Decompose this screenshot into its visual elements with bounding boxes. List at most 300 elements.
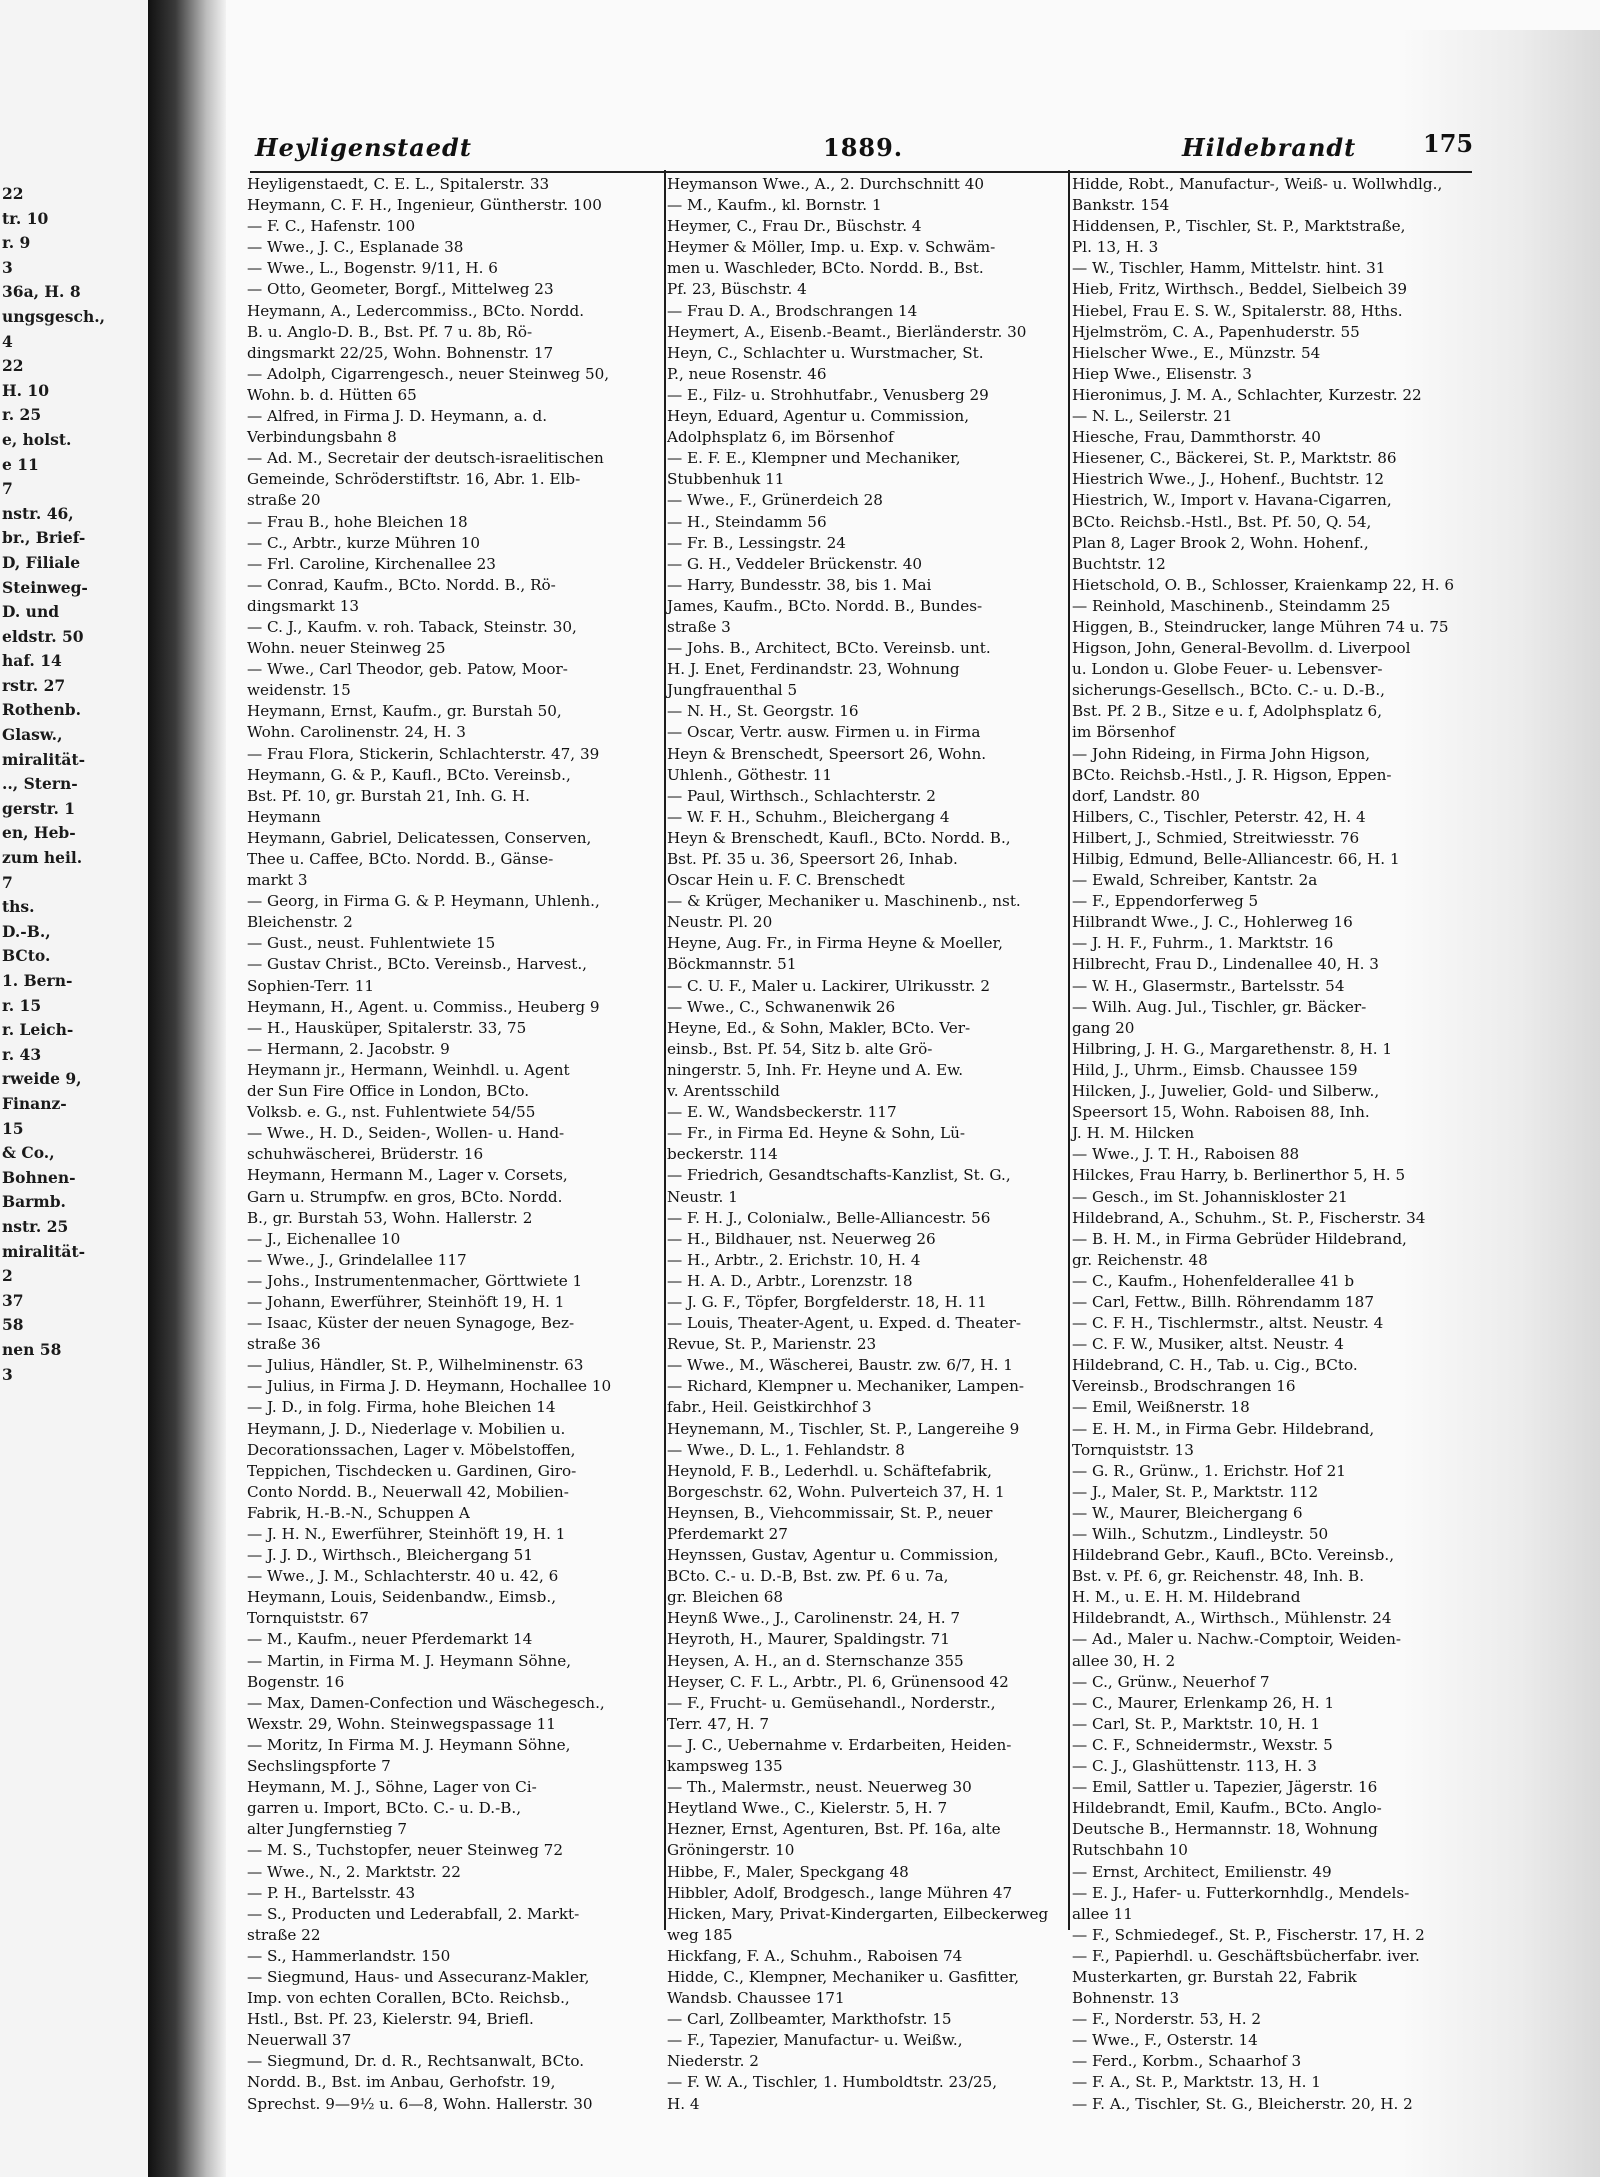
directory-entry-line: — Ad. M., Secretair der deutsch-israelitischen <box>247 449 604 468</box>
directory-entry-line: — Wwe., H. D., Seiden-, Wollen- u. Hand- <box>247 1124 565 1143</box>
directory-entry-line: — F., Frucht- u. Gemüsehandl., Norderstr., <box>667 1693 996 1712</box>
directory-entry-line: — Paul, Wirthsch., Schlachterstr. 2 <box>667 786 936 805</box>
directory-entry-line: Bst. Pf. 35 u. 36, Speersort 26, Inhab. <box>667 850 958 868</box>
directory-entry-line: — Conrad, Kaufm., BCto. Nordd. B., Rö- <box>247 575 556 594</box>
directory-entry-line: Hietschold, O. B., Schlosser, Kraienkamp 22, H. 6 <box>1072 575 1455 594</box>
directory-entry-line: gr. Reichenstr. 48 <box>1072 1250 1208 1269</box>
directory-entry-line: — M. S., Tuchstopfer, neuer Steinweg 72 <box>247 1841 564 1860</box>
directory-entry-line: — C., Arbtr., kurze Mühren 10 <box>247 533 481 552</box>
directory-entry-line: Heymer & Möller, Imp. u. Exp. v. Schwäm- <box>667 238 996 257</box>
directory-entry-line: straße 36 <box>247 1335 321 1354</box>
directory-column-3 <box>1072 174 1476 2113</box>
directory-entry-line: beckerstr. 114 <box>667 1145 778 1164</box>
directory-entry-line: Deutsche B., Hermannstr. 18, Wohnung <box>1072 1820 1378 1839</box>
directory-entry-line: — Wwe., J. M., Schlachterstr. 40 u. 42, 6 <box>247 1567 559 1586</box>
directory-entry-line: — Ewald, Schreiber, Kantstr. 2a <box>1072 871 1318 890</box>
directory-entry-line: Hildebrandt, Emil, Kaufm., BCto. Anglo- <box>1072 1799 1382 1818</box>
directory-entry-line: Neustr. Pl. 20 <box>667 913 773 932</box>
directory-entry-line: — Martin, in Firma M. J. Heymann Söhne, <box>247 1651 572 1670</box>
directory-entry-line: Decorationssachen, Lager v. Möbelstoffen, <box>247 1440 576 1459</box>
directory-entry-line: Adolphsplatz 6, im Börsenhof <box>667 428 894 447</box>
directory-entry-line: v. Arentsschild <box>667 1082 780 1101</box>
directory-entry-line: — F. H. J., Colonialw., Belle-Alliancestr. 56 <box>667 1208 991 1227</box>
directory-entry-line: Heymann, Louis, Seidenbandw., Eimsb., <box>247 1588 557 1607</box>
left-page-line: BCto. <box>2 946 51 966</box>
directory-entry-line: straße 22 <box>247 1925 321 1944</box>
left-page-line: rweide 9, <box>2 1069 82 1089</box>
directory-entry-line: — Georg, in Firma G. & P. Heymann, Uhlenh., <box>247 892 600 911</box>
directory-entry-line: Hildebrandt, A., Wirthsch., Mühlenstr. 24 <box>1072 1609 1392 1628</box>
directory-entry-line: — H. A. D., Arbtr., Lorenzstr. 18 <box>667 1271 913 1290</box>
directory-entry-line: H. 4 <box>667 2094 700 2113</box>
directory-entry-line: — M., Kaufm., neuer Pferdemarkt 14 <box>247 1630 533 1649</box>
left-page-line: .., Stern- <box>2 774 78 794</box>
directory-entry-line: — Gustav Christ., BCto. Vereinsb., Harvest., <box>247 955 588 974</box>
left-page-text-column <box>2 182 142 1387</box>
directory-entry-line: — Hermann, 2. Jacobstr. 9 <box>247 1039 450 1058</box>
directory-entry-line: Heymann, A., Ledercommiss., BCto. Nordd. <box>247 301 585 320</box>
directory-entry-line: — Isaac, Küster der neuen Synagoge, Bez- <box>247 1314 575 1333</box>
left-page-line: 7 <box>2 479 13 499</box>
directory-entry-line: — H., Bildhauer, nst. Neuerweg 26 <box>667 1229 936 1248</box>
header-year: 1889. <box>823 133 904 162</box>
directory-entry-line: Hiesener, C., Bäckerei, St. P., Marktstr. 86 <box>1072 449 1397 468</box>
directory-entry-line: — Johs. B., Architect, BCto. Vereinsb. unt. <box>667 639 991 658</box>
directory-entry-line: — Frl. Caroline, Kirchenallee 23 <box>247 554 496 573</box>
directory-entry-line: — Richard, Klempner u. Mechaniker, Lampen- <box>667 1377 1025 1396</box>
directory-entry-line: Heysen, A. H., an d. Sternschanze 355 <box>667 1651 964 1670</box>
directory-entry-line: ningerstr. 5, Inh. Fr. Heyne und A. Ew. <box>667 1060 964 1079</box>
left-page-line: 22 <box>2 356 24 376</box>
directory-entry-line: — Wwe., F., Grünerdeich 28 <box>667 491 883 510</box>
directory-entry-line: Bohnenstr. 13 <box>1072 1989 1180 2008</box>
directory-entry-line: P., neue Rosenstr. 46 <box>667 364 827 383</box>
left-page-line: Barmb. <box>2 1192 66 1212</box>
page-number: 175 <box>1423 129 1474 158</box>
directory-entry-line: Terr. 47, H. 7 <box>667 1714 769 1733</box>
directory-entry-line: Hiddensen, P., Tischler, St. P., Marktstraße, <box>1072 217 1406 236</box>
directory-entry-line: Hieb, Fritz, Wirthsch., Beddel, Sielbeich 39 <box>1072 280 1407 299</box>
directory-entry-line: — Ferd., Korbm., Schaarhof 3 <box>1072 2052 1302 2071</box>
directory-entry-line: — W. F. H., Schuhm., Bleichergang 4 <box>667 807 950 826</box>
directory-entry-line: Bleichenstr. 2 <box>247 913 353 932</box>
directory-entry-line: James, Kaufm., BCto. Nordd. B., Bundes- <box>667 596 983 615</box>
directory-entry-line: Higson, John, General-Bevollm. d. Liverpool <box>1072 639 1411 658</box>
directory-column-2 <box>667 174 1070 2113</box>
directory-entry-line: Heyn, C., Schlachter u. Wurstmacher, St. <box>667 343 984 362</box>
directory-entry-line: Heynemann, M., Tischler, St. P., Langereihe 9 <box>667 1419 1020 1438</box>
header-rule <box>250 171 1472 173</box>
directory-entry-line: — Wwe., Carl Theodor, geb. Patow, Moor- <box>247 660 568 679</box>
left-page-line: 4 <box>2 331 13 351</box>
directory-entry-line: — Fr. B., Lessingstr. 24 <box>667 533 846 552</box>
directory-entry-line: Sechslingspforte 7 <box>247 1757 391 1776</box>
directory-entry-line: — Carl, St. P., Marktstr. 10, H. 1 <box>1072 1714 1321 1733</box>
directory-entry-line: weg 185 <box>667 1925 733 1944</box>
directory-entry-line: Hiestrich, W., Import v. Havana-Cigarren, <box>1072 491 1392 510</box>
left-page-line: gerstr. 1 <box>2 798 76 818</box>
directory-entry-line: Heymann, H., Agent. u. Commiss., Heuberg 9 <box>247 997 600 1016</box>
directory-entry-line: der Sun Fire Office in London, BCto. <box>247 1082 530 1101</box>
directory-column-1 <box>247 174 662 2113</box>
directory-entry-line: Fabrik, H.-B.-N., Schuppen A <box>247 1503 470 1522</box>
left-page-line: Glasw., <box>2 725 63 745</box>
left-page-line: tr. 10 <box>2 208 49 228</box>
left-page-line: Finanz- <box>2 1093 67 1113</box>
directory-entry-line: — S., Producten und Lederabfall, 2. Markt- <box>247 1904 580 1923</box>
directory-entry-line: gang 20 <box>1072 1018 1135 1037</box>
directory-entry-line: Neuerwall 37 <box>247 2031 352 2050</box>
directory-entry-line: — Frau D. A., Brodschrangen 14 <box>667 301 918 320</box>
directory-entry-line: Hibbe, F., Maler, Speckgang 48 <box>667 1862 909 1881</box>
directory-entry-line: — W. H., Glasermstr., Bartelsstr. 54 <box>1072 976 1345 995</box>
directory-entry-line: gr. Bleichen 68 <box>667 1588 784 1607</box>
directory-entry-line: — C., Grünw., Neuerhof 7 <box>1072 1672 1270 1691</box>
directory-entry-line: Heymanson Wwe., A., 2. Durchschnitt 40 <box>667 175 985 193</box>
directory-entry-line: Heymann, Hermann M., Lager v. Corsets, <box>247 1166 568 1185</box>
left-page-line: Rothenb. <box>2 700 82 720</box>
left-page-line: miralität- <box>2 1241 86 1261</box>
directory-entry-line: — Wwe., J. C., Esplanade 38 <box>247 238 464 257</box>
directory-entry-line: — Carl, Fettw., Billh. Röhrendamm 187 <box>1072 1292 1374 1311</box>
directory-entry-line: Hilbert, J., Schmied, Streitwiesstr. 76 <box>1072 828 1360 847</box>
directory-entry-line: Niederstr. 2 <box>667 2052 759 2071</box>
directory-entry-line: Hildebrand Gebr., Kaufl., BCto. Vereinsb., <box>1072 1546 1395 1565</box>
directory-entry-line: — J., Eichenallee 10 <box>247 1229 401 1248</box>
directory-entry-line: Verbindungsbahn 8 <box>247 428 397 447</box>
directory-entry-line: — J. C., Uebernahme v. Erdarbeiten, Heiden- <box>667 1735 1012 1754</box>
directory-entry-line: Hilbrecht, Frau D., Lindenallee 40, H. 3 <box>1072 955 1379 974</box>
directory-entry-line: Heymann, M. J., Söhne, Lager von Ci- <box>247 1778 537 1797</box>
left-page-line: miralität- <box>2 749 86 769</box>
directory-entry-line: weidenstr. 15 <box>247 681 351 700</box>
directory-entry-line: fabr., Heil. Geistkirchhof 3 <box>667 1398 872 1417</box>
directory-entry-line: Revue, St. P., Marienstr. 23 <box>667 1335 877 1354</box>
left-page-line: Steinweg- <box>2 577 88 597</box>
directory-entry-line: BCto. Reichsb.-Hstl., Bst. Pf. 50, Q. 54, <box>1072 512 1372 531</box>
directory-entry-line: u. London u. Globe Feuer- u. Lebensver- <box>1072 660 1383 679</box>
directory-entry-line: — P. H., Bartelsstr. 43 <box>247 1883 416 1902</box>
directory-entry-line: kampsweg 135 <box>667 1757 783 1776</box>
left-page-line: r. Leich- <box>2 1020 74 1040</box>
directory-entry-line: Teppichen, Tischdecken u. Gardinen, Giro- <box>247 1461 577 1480</box>
left-page-line: 7 <box>2 872 13 892</box>
directory-entry-line: Sprechst. 9—9½ u. 6—8, Wohn. Hallerstr. 30 <box>247 2094 593 2113</box>
directory-entry-line: Hibbler, Adolf, Brodgesch., lange Mühren 47 <box>667 1883 1013 1902</box>
directory-entry-line: — Emil, Weißnerstr. 18 <box>1072 1398 1250 1417</box>
left-page-line: r. 9 <box>2 233 31 253</box>
directory-entry-line: allee 11 <box>1072 1904 1133 1923</box>
directory-entry-line: — J. H. N., Ewerführer, Steinhöft 19, H. 1 <box>247 1525 566 1543</box>
directory-entry-line: garren u. Import, BCto. C.- u. D.-B., <box>247 1799 522 1818</box>
directory-entry-line: — Siegmund, Haus- und Assecuranz-Makler, <box>247 1967 590 1986</box>
directory-entry-line: — Th., Malermstr., neust. Neuerweg 30 <box>667 1778 972 1797</box>
directory-entry-line: — J. D., in folg. Firma, hohe Bleichen 14 <box>247 1398 556 1417</box>
directory-entry-line: Wohn. neuer Steinweg 25 <box>247 639 446 658</box>
directory-entry-line: — C. U. F., Maler u. Lackirer, Ulrikusstr. 2 <box>667 976 990 995</box>
directory-entry-line: Heymer, C., Frau Dr., Büschstr. 4 <box>667 217 922 236</box>
directory-entry-line: — W., Maurer, Bleichergang 6 <box>1072 1503 1303 1522</box>
directory-entry-line: Bankstr. 154 <box>1072 196 1170 215</box>
directory-entry-line: Pf. 23, Büschstr. 4 <box>667 280 807 299</box>
directory-entry-line: alter Jungfernstieg 7 <box>247 1820 408 1839</box>
directory-entry-line: — F. A., St. P., Marktstr. 13, H. 1 <box>1072 2073 1321 2092</box>
left-page-line: 15 <box>2 1118 24 1138</box>
directory-entry-line: — H., Arbtr., 2. Erichstr. 10, H. 4 <box>667 1250 921 1269</box>
directory-entry-line: — Ad., Maler u. Nachw.-Comptoir, Weiden- <box>1072 1630 1402 1649</box>
directory-entry-line: — C. F. W., Musiker, altst. Neustr. 4 <box>1072 1335 1344 1354</box>
directory-entry-line: Hiestrich Wwe., J., Hohenf., Buchtstr. 12 <box>1072 470 1384 489</box>
directory-entry-line: Imp. von echten Corallen, BCto. Reichsb., <box>247 1989 570 2008</box>
directory-entry-line: schuhwäscherei, Brüderstr. 16 <box>247 1145 484 1164</box>
directory-entry-line: Wandsb. Chaussee 171 <box>667 1989 845 2008</box>
directory-entry-line: Heymann, C. F. H., Ingenieur, Güntherstr. 100 <box>247 196 602 215</box>
directory-entry-line: — H., Steindamm 56 <box>667 512 827 531</box>
directory-entry-line: im Börsenhof <box>1072 723 1175 742</box>
directory-entry-line: — Julius, in Firma J. D. Heymann, Hochallee 10 <box>247 1377 612 1396</box>
directory-entry-line: Hildebrand, A., Schuhm., St. P., Fischerstr. 34 <box>1072 1208 1426 1227</box>
left-page-line: en, Heb- <box>2 823 76 843</box>
directory-entry-line: straße 3 <box>667 617 731 636</box>
directory-entry-line: — J., Maler, St. P., Marktstr. 112 <box>1072 1482 1319 1501</box>
directory-entry-line: — Alfred, in Firma J. D. Heymann, a. d. <box>247 407 548 426</box>
directory-entry-line: Heyroth, H., Maurer, Spaldingstr. 71 <box>667 1630 950 1649</box>
directory-entry-line: — C. J., Kaufm. v. roh. Taback, Steinstr. 30, <box>247 617 577 636</box>
directory-entry-line: Heymann, Gabriel, Delicatessen, Conserven, <box>247 828 592 847</box>
directory-entry-line: — & Krüger, Mechaniker u. Maschinenb., nst. <box>667 892 1021 911</box>
directory-entry-line: B., gr. Burstah 53, Wohn. Hallerstr. 2 <box>247 1208 533 1227</box>
directory-entry-line: Tornquiststr. 67 <box>247 1609 369 1628</box>
directory-entry-line: — G. R., Grünw., 1. Erichstr. Hof 21 <box>1072 1461 1346 1480</box>
directory-entry-line: straße 20 <box>247 491 321 510</box>
directory-entry-line: Gemeinde, Schröderstiftstr. 16, Abr. 1. Elb- <box>247 470 581 489</box>
directory-entry-line: — Wwe., N., 2. Marktstr. 22 <box>247 1862 461 1881</box>
directory-entry-line: Wohn. Carolinenstr. 24, H. 3 <box>247 723 466 742</box>
directory-entry-line: Hild, J., Uhrm., Eimsb. Chaussee 159 <box>1072 1060 1358 1079</box>
left-page-line: eldstr. 50 <box>2 626 84 646</box>
directory-entry-line: H. J. Enet, Ferdinandstr. 23, Wohnung <box>667 660 960 679</box>
directory-entry-line: — Wwe., J., Grindelallee 117 <box>247 1250 467 1269</box>
directory-entry-line: Heynssen, Gustav, Agentur u. Commission, <box>667 1546 999 1565</box>
directory-entry-line: — Ernst, Architect, Emilienstr. 49 <box>1072 1862 1332 1881</box>
directory-entry-line: — F., Schmiedegef., St. P., Fischerstr. 17, H. 2 <box>1072 1925 1425 1944</box>
directory-entry-line: Heyn, Eduard, Agentur u. Commission, <box>667 407 970 426</box>
left-page-line: Bohnen- <box>2 1167 76 1187</box>
directory-entry-line: — Emil, Sattler u. Tapezier, Jägerstr. 16 <box>1072 1778 1378 1797</box>
directory-entry-line: — Wilh. Aug. Jul., Tischler, gr. Bäcker- <box>1072 997 1367 1016</box>
directory-entry-line: — Wilh., Schutzm., Lindleystr. 50 <box>1072 1525 1329 1543</box>
directory-entry-line: Bst. Pf. 10, gr. Burstah 21, Inh. G. H. <box>247 786 530 805</box>
left-page-line: e 11 <box>2 454 39 474</box>
directory-entry-line: Pferdemarkt 27 <box>667 1525 788 1543</box>
directory-entry-line: — M., Kaufm., kl. Bornstr. 1 <box>667 196 882 215</box>
directory-entry-line: Hickfang, F. A., Schuhm., Raboisen 74 <box>667 1946 963 1965</box>
directory-entry-line: Hildebrand, C. H., Tab. u. Cig., BCto. <box>1072 1356 1358 1375</box>
directory-entry-line: Hiebel, Frau E. S. W., Spitalerstr. 88, Hths. <box>1072 301 1403 320</box>
directory-entry-line: — H., Hausküper, Spitalerstr. 33, 75 <box>247 1018 527 1037</box>
left-page-line: H. 10 <box>2 380 50 400</box>
directory-entry-line: Pl. 13, H. 3 <box>1072 238 1159 257</box>
left-page-line: 3 <box>2 257 13 277</box>
page-header <box>255 129 1475 173</box>
directory-entry-line: Neustr. 1 <box>667 1187 738 1206</box>
directory-entry-line: — F., Papierhdl. u. Geschäftsbücherfabr. iver. <box>1072 1946 1420 1965</box>
header-right-catchword: Hildebrandt <box>1182 133 1357 162</box>
directory-entry-line: — Moritz, In Firma M. J. Heymann Söhne, <box>247 1735 571 1754</box>
directory-entry-line: — F., Tapezier, Manufactur- u. Weißw., <box>667 2031 963 2050</box>
directory-entry-line: — Wwe., J. T. H., Raboisen 88 <box>1072 1145 1300 1164</box>
left-page-fragment <box>0 0 148 2177</box>
left-page-line: zum heil. <box>2 848 83 868</box>
directory-entry-line: — J. G. F., Töpfer, Borgfelderstr. 18, H. 11 <box>667 1292 987 1311</box>
directory-entry-line: B. u. Anglo-D. B., Bst. Pf. 7 u. 8b, Rö- <box>247 322 533 341</box>
directory-entry-line: sicherungs-Gesellsch., BCto. C.- u. D.-B., <box>1072 681 1385 700</box>
directory-entry-line: Uhlenh., Göthestr. 11 <box>667 765 833 784</box>
directory-entry-line: — Johs., Instrumentenmacher, Görttwiete 1 <box>247 1271 583 1290</box>
left-page-line: 22 <box>2 184 24 203</box>
directory-entry-line: — N. L., Seilerstr. 21 <box>1072 407 1233 426</box>
directory-entry-line: Bst. v. Pf. 6, gr. Reichenstr. 48, Inh. B. <box>1072 1567 1365 1586</box>
directory-entry-line: Hidde, C., Klempner, Mechaniker u. Gasfitter, <box>667 1967 1020 1986</box>
left-page-line: ths. <box>2 897 35 917</box>
directory-entry-line: Tornquiststr. 13 <box>1072 1440 1194 1459</box>
directory-entry-line: Heyser, C. F. L., Arbtr., Pl. 6, Grünensood 42 <box>667 1672 1009 1691</box>
header-left-catchword: Heyligenstaedt <box>255 133 472 162</box>
directory-entry-line: Hieronimus, J. M. A., Schlachter, Kurzestr. 22 <box>1072 385 1422 404</box>
directory-entry-line: — F., Norderstr. 53, H. 2 <box>1072 2010 1262 2029</box>
directory-entry-line: Heymann, G. & P., Kaufl., BCto. Vereinsb., <box>247 765 571 784</box>
directory-entry-line: Hilbrandt Wwe., J. C., Hohlerweg 16 <box>1072 913 1353 932</box>
directory-entry-line: Heynß Wwe., J., Carolinenstr. 24, H. 7 <box>667 1609 961 1628</box>
directory-entry-line: Hicken, Mary, Privat-Kindergarten, Eilbeckerweg <box>667 1904 1049 1923</box>
directory-entry-line: — Harry, Bundesstr. 38, bis 1. Mai <box>667 575 932 594</box>
left-page-line: 36a, H. 8 <box>2 282 81 302</box>
directory-entry-line: BCto. Reichsb.-Hstl., J. R. Higson, Eppen- <box>1072 765 1392 784</box>
directory-entry-line: Garn u. Strumpfw. en gros, BCto. Nordd. <box>247 1187 563 1206</box>
left-page-line: e, holst. <box>2 429 72 449</box>
directory-entry-line: Heynold, F. B., Lederhdl. u. Schäftefabrik, <box>667 1461 992 1480</box>
directory-entry-line: — Louis, Theater-Agent, u. Exped. d. Theater- <box>667 1314 1021 1333</box>
directory-entry-line: Plan 8, Lager Brook 2, Wohn. Hohenf., <box>1072 533 1369 552</box>
directory-entry-line: Musterkarten, gr. Burstah 22, Fabrik <box>1072 1967 1357 1986</box>
directory-entry-line: — J. H. F., Fuhrm., 1. Marktstr. 16 <box>1072 934 1334 953</box>
directory-entry-line: markt 3 <box>247 871 308 890</box>
directory-entry-line: Stubbenhuk 11 <box>667 470 785 489</box>
directory-entry-line: Hidde, Robt., Manufactur-, Weiß- u. Wollwhdlg., <box>1072 175 1443 193</box>
directory-entry-line: allee 30, H. 2 <box>1072 1651 1176 1670</box>
directory-entry-line: Hilbig, Edmund, Belle-Alliancestr. 66, H. 1 <box>1072 850 1400 868</box>
directory-entry-line: Heyne, Aug. Fr., in Firma Heyne & Moeller, <box>667 934 1003 953</box>
directory-entry-line: — B. H. M., in Firma Gebrüder Hildebrand, <box>1072 1229 1407 1248</box>
left-page-line: & Co., <box>2 1143 55 1163</box>
directory-entry-line: Wexstr. 29, Wohn. Steinwegspassage 11 <box>247 1714 556 1733</box>
directory-entry-line: Hilbring, J. H. G., Margarethenstr. 8, H. 1 <box>1072 1039 1393 1058</box>
directory-entry-line: Heyne, Ed., & Sohn, Makler, BCto. Ver- <box>667 1018 971 1037</box>
left-page-line: nstr. 46, <box>2 503 74 523</box>
directory-entry-line: Heymann, Ernst, Kaufm., gr. Burstah 50, <box>247 702 562 721</box>
directory-entry-line: — Max, Damen-Confection und Wäschegesch., <box>247 1693 605 1712</box>
left-page-line: D. und <box>2 602 60 622</box>
directory-entry-line: Hielscher Wwe., E., Münzstr. 54 <box>1072 343 1321 362</box>
directory-entry-line: Hiesche, Frau, Dammthorstr. 40 <box>1072 428 1321 447</box>
directory-entry-line: — Wwe., F., Osterstr. 14 <box>1072 2031 1258 2050</box>
directory-entry-line: — C. F., Schneidermstr., Wexstr. 5 <box>1072 1735 1333 1754</box>
directory-entry-line: — Wwe., M., Wäscherei, Baustr. zw. 6/7, H. 1 <box>667 1356 1013 1375</box>
directory-entry-line: Oscar Hein u. F. C. Brenschedt <box>667 871 905 890</box>
directory-entry-line: — Johann, Ewerführer, Steinhöft 19, H. 1 <box>247 1292 565 1311</box>
left-page-line: r. 25 <box>2 405 42 425</box>
directory-entry-line: — Julius, Händler, St. P., Wilhelminenstr. 63 <box>247 1356 584 1375</box>
directory-entry-line: Vereinsb., Brodschrangen 16 <box>1072 1377 1296 1396</box>
left-page-line: 37 <box>2 1290 24 1310</box>
directory-entry-line: Rutschbahn 10 <box>1072 1841 1188 1860</box>
directory-entry-line: — N. H., St. Georgstr. 16 <box>667 702 859 721</box>
left-page-line: D, Filiale <box>2 552 81 572</box>
left-page-line: 2 <box>2 1266 13 1286</box>
directory-entry-line: — Wwe., D. L., 1. Fehlandstr. 8 <box>667 1440 905 1459</box>
book-gutter <box>148 0 226 2177</box>
directory-entry-line: Sophien-Terr. 11 <box>247 976 375 995</box>
directory-entry-line: — E. F. E., Klempner und Mechaniker, <box>667 449 961 468</box>
directory-entry-line: — S., Hammerlandstr. 150 <box>247 1946 451 1965</box>
left-page-line: nstr. 25 <box>2 1216 69 1236</box>
directory-entry-line: Hiep Wwe., Elisenstr. 3 <box>1072 364 1252 383</box>
column-divider-1 <box>664 170 666 1930</box>
directory-entry-line: — E. H. M., in Firma Gebr. Hildebrand, <box>1072 1419 1375 1438</box>
directory-entry-line: einsb., Bst. Pf. 54, Sitz b. alte Grö- <box>667 1039 933 1058</box>
directory-entry-line: — Adolph, Cigarrengesch., neuer Steinweg 50, <box>247 364 610 383</box>
directory-entry-line: — Friedrich, Gesandtschafts-Kanzlist, St. G., <box>667 1166 1011 1185</box>
directory-entry-line: — Wwe., L., Bogenstr. 9/11, H. 6 <box>247 259 498 278</box>
directory-entry-line: Heymann <box>247 807 321 826</box>
directory-entry-line: dingsmarkt 13 <box>247 596 360 615</box>
directory-entry-line: Gröningerstr. 10 <box>667 1841 795 1860</box>
directory-entry-line: Bogenstr. 16 <box>247 1672 345 1691</box>
directory-entry-line: Higgen, B., Steindrucker, lange Mühren 74 u. 75 <box>1072 617 1449 636</box>
directory-entry-line: — Siegmund, Dr. d. R., Rechtsanwalt, BCto. <box>247 2052 585 2071</box>
directory-entry-line: Wohn. b. d. Hütten 65 <box>247 385 417 404</box>
directory-entry-line: — E. J., Hafer- u. Futterkornhdlg., Mendels- <box>1072 1883 1410 1902</box>
directory-entry-line: — Frau B., hohe Bleichen 18 <box>247 512 468 531</box>
directory-entry-line: Bst. Pf. 2 B., Sitze e u. f, Adolphsplatz 6, <box>1072 702 1383 721</box>
directory-entry-line: men u. Waschleder, BCto. Nordd. B., Bst. <box>667 259 984 278</box>
directory-entry-line: Borgeschstr. 62, Wohn. Pulverteich 37, H. 1 <box>667 1482 1005 1501</box>
directory-entry-line: dingsmarkt 22/25, Wohn. Bohnenstr. 17 <box>247 343 554 362</box>
left-page-line: br., Brief- <box>2 528 86 548</box>
directory-entry-line: — F. W. A., Tischler, 1. Humboldtstr. 23/25, <box>667 2073 998 2092</box>
directory-entry-line: dorf, Landstr. 80 <box>1072 786 1200 805</box>
directory-entry-line: Böckmannstr. 51 <box>667 955 797 974</box>
left-page-line: r. 43 <box>2 1044 42 1064</box>
directory-entry-line: — Reinhold, Maschinenb., Steindamm 25 <box>1072 596 1391 615</box>
directory-entry-line: H. M., u. E. H. M. Hildebrand <box>1072 1588 1301 1607</box>
directory-entry-line: Thee u. Caffee, BCto. Nordd. B., Gänse- <box>247 850 554 868</box>
directory-entry-line: Heyligenstaedt, C. E. L., Spitalerstr. 33 <box>247 175 550 193</box>
directory-entry-line: — C. F. H., Tischlermstr., altst. Neustr. 4 <box>1072 1314 1384 1333</box>
left-page-line: ungsgesch., <box>2 306 106 326</box>
directory-entry-line: — Gust., neust. Fuhlentwiete 15 <box>247 934 496 953</box>
directory-entry-line: — C., Maurer, Erlenkamp 26, H. 1 <box>1072 1693 1335 1712</box>
left-page-line: rstr. 27 <box>2 675 66 695</box>
left-page-line: r. 15 <box>2 995 42 1015</box>
directory-entry-line: — J. J. D., Wirthsch., Bleichergang 51 <box>247 1546 534 1565</box>
directory-entry-line: — G. H., Veddeler Brückenstr. 40 <box>667 554 923 573</box>
directory-entry-line: — F., Eppendorferweg 5 <box>1072 892 1259 911</box>
directory-entry-line: Heynsen, B., Viehcommissair, St. P., neuer <box>667 1503 993 1522</box>
directory-entry-line: — W., Tischler, Hamm, Mittelstr. hint. 31 <box>1072 259 1386 278</box>
directory-entry-line: Hilcken, J., Juwelier, Gold- und Silberw., <box>1072 1082 1380 1101</box>
directory-entry-line: Buchtstr. 12 <box>1072 554 1166 573</box>
